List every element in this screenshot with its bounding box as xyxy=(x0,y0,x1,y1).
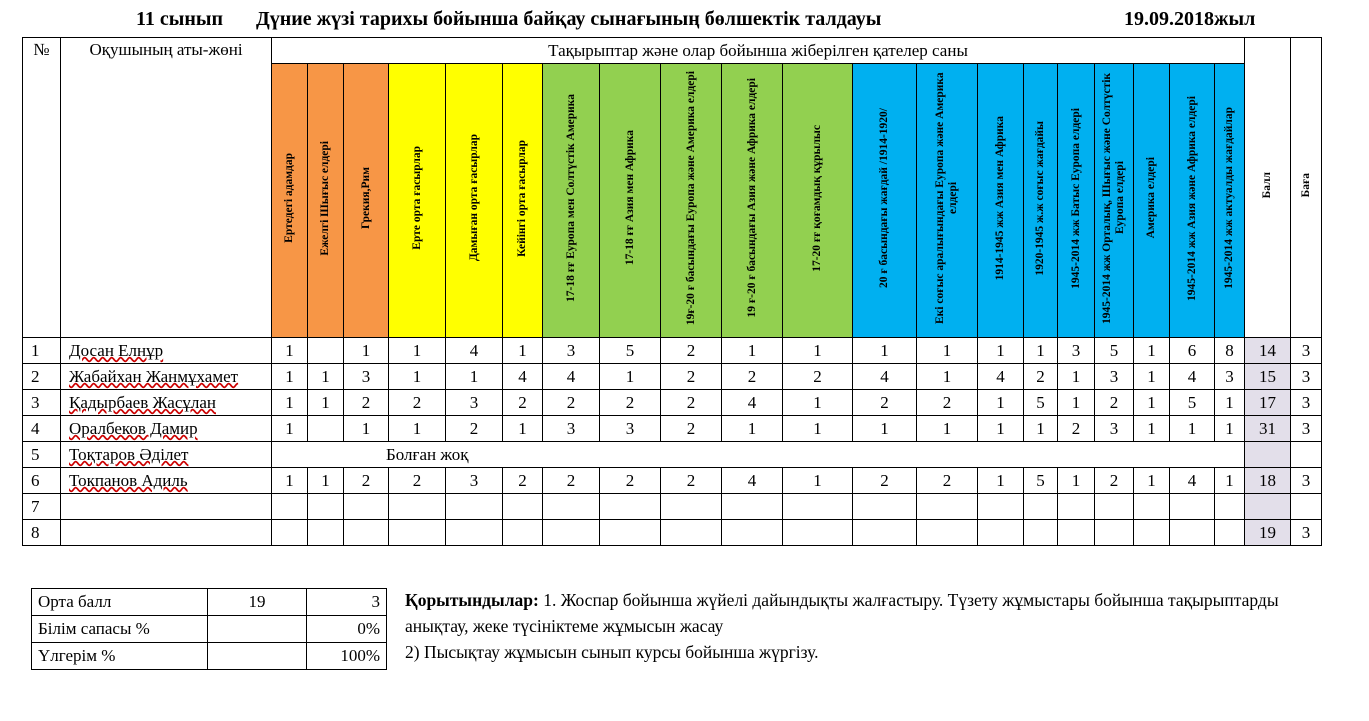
baga-cell: 3 xyxy=(1291,338,1322,364)
error-count: 4 xyxy=(722,390,783,416)
summary-v1 xyxy=(208,643,307,670)
error-count: 2 xyxy=(1024,364,1058,390)
error-count xyxy=(308,494,344,520)
header-ball: Балл xyxy=(1245,38,1291,338)
baga-cell: 3 xyxy=(1291,390,1322,416)
title-name: Дүние жүзі тарихы бойынша байқау сынағының бөлшектік талдауы xyxy=(256,8,882,30)
error-count xyxy=(344,520,389,546)
error-count: 1 xyxy=(1058,390,1095,416)
topic-label: Грекия,Рим xyxy=(359,167,372,229)
error-count: 1 xyxy=(1024,338,1058,364)
error-count xyxy=(1215,520,1245,546)
error-count: 1 xyxy=(917,416,978,442)
topic-label: 17-18 ғғ Еуропа мен Солтүстік Америка xyxy=(564,94,577,302)
error-count: 4 xyxy=(978,364,1024,390)
student-name-text: Жабайхан Жанмұхамет xyxy=(69,366,239,386)
topic-header xyxy=(1058,64,1095,338)
ball-cell: 14 xyxy=(1245,338,1291,364)
topic-label: 17-18 ғғ Азия мен Африка xyxy=(623,130,636,266)
error-count xyxy=(308,520,344,546)
error-count xyxy=(389,494,446,520)
error-count xyxy=(344,494,389,520)
topic-header xyxy=(1024,64,1058,338)
topic-header xyxy=(917,64,978,338)
topic-label: 19ғ-20 ғ басындағы Еуропа және Америка елдері xyxy=(684,70,697,326)
error-count: 3 xyxy=(446,390,503,416)
error-count: 1 xyxy=(1134,364,1170,390)
error-count xyxy=(446,520,503,546)
topic-header xyxy=(446,64,503,338)
error-count: 2 xyxy=(600,390,661,416)
error-count: 1 xyxy=(272,468,308,494)
error-count: 1 xyxy=(389,338,446,364)
baga-cell: 3 xyxy=(1291,520,1322,546)
header-student: Оқушының аты-жөні xyxy=(61,38,272,338)
student-name-text: Досан Елнұр xyxy=(69,340,164,360)
error-count: 1 xyxy=(783,390,853,416)
summary-table xyxy=(31,588,387,670)
row-number: 3 xyxy=(23,390,61,416)
error-count: 1 xyxy=(272,338,308,364)
error-count xyxy=(503,494,543,520)
error-count: 3 xyxy=(344,364,389,390)
error-count: 2 xyxy=(661,416,722,442)
error-count: 6 xyxy=(1170,338,1215,364)
error-count xyxy=(1058,494,1095,520)
student-name xyxy=(61,520,272,546)
ball-cell: 19 xyxy=(1245,520,1291,546)
error-count: 3 xyxy=(543,338,600,364)
conclusions-line1: 1. Жоспар бойынша жүйелі дайындықты жалғастыру. Түзету жұмыстары бойынша тақырыптарды анықтау, жеке түсініктеме жұмысын жасау xyxy=(405,590,1279,636)
conclusions-line2: 2) Пысықтау жұмысын сынып курсы бойынша жүргізу. xyxy=(405,642,819,662)
error-count: 8 xyxy=(1215,338,1245,364)
error-count: 1 xyxy=(1134,416,1170,442)
summary-v2: 3 xyxy=(307,589,387,616)
error-count: 2 xyxy=(661,338,722,364)
error-count xyxy=(600,494,661,520)
error-count: 2 xyxy=(1095,468,1134,494)
error-count: 1 xyxy=(308,364,344,390)
error-count: 2 xyxy=(543,468,600,494)
summary-row xyxy=(32,643,387,670)
topic-header xyxy=(543,64,600,338)
error-count: 3 xyxy=(1058,338,1095,364)
error-count: 1 xyxy=(272,390,308,416)
error-count xyxy=(853,494,917,520)
conclusions xyxy=(405,587,1335,665)
error-count: 5 xyxy=(1095,338,1134,364)
row-number: 8 xyxy=(23,520,61,546)
error-count: 5 xyxy=(1024,468,1058,494)
topic-label: Ерте орта ғасырлар xyxy=(410,146,423,250)
error-count xyxy=(1095,520,1134,546)
topic-label: Ежелгі Шығыс елдері xyxy=(319,140,331,256)
topic-header xyxy=(1134,64,1170,338)
error-count: 2 xyxy=(503,468,543,494)
table-row xyxy=(23,338,1322,364)
error-count xyxy=(446,494,503,520)
error-count: 1 xyxy=(1058,364,1095,390)
student-name xyxy=(61,338,272,364)
error-count xyxy=(272,520,308,546)
error-count: 3 xyxy=(1215,364,1245,390)
topic-header xyxy=(389,64,446,338)
error-count: 3 xyxy=(600,416,661,442)
error-count: 1 xyxy=(272,364,308,390)
absent-note: Болған жоқ xyxy=(272,442,1245,468)
error-count: 1 xyxy=(978,338,1024,364)
student-name xyxy=(61,364,272,390)
error-count: 2 xyxy=(661,364,722,390)
student-name xyxy=(61,416,272,442)
ball-cell: 18 xyxy=(1245,468,1291,494)
error-count: 5 xyxy=(600,338,661,364)
ball-cell: 17 xyxy=(1245,390,1291,416)
row-number: 2 xyxy=(23,364,61,390)
error-count: 1 xyxy=(1134,390,1170,416)
error-count: 2 xyxy=(446,416,503,442)
topic-label: 1945-2014 жж Батыс Еуропа елдері xyxy=(1069,107,1082,289)
error-count: 1 xyxy=(978,390,1024,416)
error-count: 1 xyxy=(446,364,503,390)
error-count xyxy=(661,494,722,520)
topic-header xyxy=(1215,64,1245,338)
error-count: 2 xyxy=(917,390,978,416)
topic-header xyxy=(853,64,917,338)
ball-cell: 31 xyxy=(1245,416,1291,442)
error-count: 2 xyxy=(853,390,917,416)
header-baga: Баға xyxy=(1291,38,1322,338)
student-name xyxy=(61,468,272,494)
topic-label: Америка елдері xyxy=(1145,157,1157,239)
error-count: 1 xyxy=(783,468,853,494)
topic-label: 19 ғ-20 ғ басындағы Азия және Африка елдері xyxy=(745,78,758,318)
error-count xyxy=(543,494,600,520)
topic-header xyxy=(1095,64,1134,338)
row-number: 7 xyxy=(23,494,61,520)
error-count: 1 xyxy=(853,338,917,364)
summary-v1 xyxy=(208,616,307,643)
error-count xyxy=(308,416,344,442)
ball-cell xyxy=(1245,442,1291,468)
row-number: 5 xyxy=(23,442,61,468)
student-name xyxy=(61,390,272,416)
error-count: 2 xyxy=(344,468,389,494)
topic-label: 1914-1945 жж Азия мен Африка xyxy=(994,115,1006,281)
error-count: 1 xyxy=(1170,416,1215,442)
baga-cell xyxy=(1291,494,1322,520)
error-count: 2 xyxy=(783,364,853,390)
summary-row xyxy=(32,589,387,616)
error-count: 1 xyxy=(344,338,389,364)
error-count: 1 xyxy=(978,468,1024,494)
topic-label: 17-20 ғғ қоғамдық құрылыс xyxy=(811,124,823,272)
title-grade: 11 сынып xyxy=(136,8,224,30)
error-count: 1 xyxy=(783,338,853,364)
error-count: 3 xyxy=(1095,416,1134,442)
student-name xyxy=(61,442,272,468)
conclusions-heading: Қорытындылар: xyxy=(405,590,539,610)
page-title xyxy=(0,8,1369,32)
error-count xyxy=(1058,520,1095,546)
error-count: 1 xyxy=(389,416,446,442)
error-count: 1 xyxy=(272,416,308,442)
error-count xyxy=(722,494,783,520)
error-count xyxy=(1095,494,1134,520)
error-count: 1 xyxy=(722,338,783,364)
ball-cell xyxy=(1245,494,1291,520)
error-count: 2 xyxy=(1095,390,1134,416)
error-count: 1 xyxy=(853,416,917,442)
error-count xyxy=(543,520,600,546)
baga-cell: 3 xyxy=(1291,416,1322,442)
table-row xyxy=(23,494,1322,520)
error-count: 1 xyxy=(1058,468,1095,494)
error-count xyxy=(917,494,978,520)
error-count: 1 xyxy=(1215,468,1245,494)
error-count: 1 xyxy=(1215,416,1245,442)
student-name-text: Қадырбаев Жасұлан xyxy=(69,392,216,412)
error-count: 4 xyxy=(543,364,600,390)
error-count xyxy=(1134,520,1170,546)
error-count: 3 xyxy=(543,416,600,442)
error-count: 2 xyxy=(661,468,722,494)
topic-label: Дамыған орта ғасырлар xyxy=(467,134,480,262)
error-count: 2 xyxy=(1058,416,1095,442)
error-count: 1 xyxy=(1024,416,1058,442)
row-number: 1 xyxy=(23,338,61,364)
error-count: 2 xyxy=(543,390,600,416)
table-row xyxy=(23,416,1322,442)
error-count: 1 xyxy=(917,338,978,364)
error-count: 4 xyxy=(722,468,783,494)
error-count: 1 xyxy=(308,468,344,494)
topic-header xyxy=(661,64,722,338)
summary-label: Білім сапасы % xyxy=(32,616,208,643)
topic-header xyxy=(503,64,543,338)
title-date: 19.09.2018жыл xyxy=(1124,8,1256,30)
topic-header xyxy=(600,64,661,338)
ball-cell: 15 xyxy=(1245,364,1291,390)
topic-label: Ертедегі адамдар xyxy=(283,153,295,243)
topic-label: Кейінгі орта ғасырлар xyxy=(516,139,528,257)
row-number: 6 xyxy=(23,468,61,494)
error-count: 2 xyxy=(389,390,446,416)
error-count: 4 xyxy=(853,364,917,390)
summary-label: Орта балл xyxy=(32,589,208,616)
summary-v2: 0% xyxy=(307,616,387,643)
topic-header xyxy=(344,64,389,338)
error-count xyxy=(783,494,853,520)
error-count: 1 xyxy=(308,390,344,416)
error-count: 1 xyxy=(978,416,1024,442)
error-count: 3 xyxy=(1095,364,1134,390)
error-count: 4 xyxy=(1170,468,1215,494)
error-count xyxy=(783,520,853,546)
error-count: 1 xyxy=(600,364,661,390)
error-count: 2 xyxy=(344,390,389,416)
topic-label: 1945-2014 жж Азия және Африка елдері xyxy=(1185,95,1198,301)
student-name-text: Оралбеков Дамир xyxy=(69,418,198,438)
topic-label: 20 ғ басындағы жағдай /1914-1920/ xyxy=(878,108,890,288)
error-count: 1 xyxy=(722,416,783,442)
summary-v1: 19 xyxy=(208,589,307,616)
error-count: 2 xyxy=(661,390,722,416)
error-count: 1 xyxy=(344,416,389,442)
error-count: 5 xyxy=(1170,390,1215,416)
error-count: 1 xyxy=(1134,468,1170,494)
error-count xyxy=(661,520,722,546)
error-count: 2 xyxy=(853,468,917,494)
error-count: 2 xyxy=(917,468,978,494)
summary-row xyxy=(32,616,387,643)
summary-v2: 100% xyxy=(307,643,387,670)
error-count: 2 xyxy=(722,364,783,390)
error-count xyxy=(389,520,446,546)
analysis-table xyxy=(22,37,1322,546)
error-count xyxy=(1024,494,1058,520)
student-name-text: Тоқтаров Әділет xyxy=(69,444,189,464)
topic-label: 1945-2014 жж Орталық, Шығыс және Солтүстік Еуропа елдері xyxy=(1101,72,1126,324)
error-count: 5 xyxy=(1024,390,1058,416)
header-topics-title: Тақырыптар және олар бойынша жіберілген қателер саны xyxy=(272,38,1245,64)
error-count: 3 xyxy=(446,468,503,494)
student-name-text: Токпанов Адиль xyxy=(69,470,188,490)
error-count: 1 xyxy=(1215,390,1245,416)
error-count: 1 xyxy=(503,338,543,364)
table-row xyxy=(23,364,1322,390)
topic-label: Екі соғыс аралығындағы Еуропа және Америка елдері xyxy=(934,72,959,324)
student-name xyxy=(61,494,272,520)
topic-header xyxy=(1170,64,1215,338)
topic-header xyxy=(978,64,1024,338)
baga-cell: 3 xyxy=(1291,468,1322,494)
error-count: 4 xyxy=(1170,364,1215,390)
topic-header xyxy=(272,64,308,338)
error-count xyxy=(1170,494,1215,520)
topic-header xyxy=(308,64,344,338)
error-count: 2 xyxy=(389,468,446,494)
error-count xyxy=(1024,520,1058,546)
error-count: 4 xyxy=(503,364,543,390)
error-count: 2 xyxy=(600,468,661,494)
table-row xyxy=(23,442,1322,468)
table-row xyxy=(23,390,1322,416)
error-count: 1 xyxy=(389,364,446,390)
header-no: № xyxy=(23,38,61,338)
error-count: 4 xyxy=(446,338,503,364)
error-count xyxy=(917,520,978,546)
table-row xyxy=(23,468,1322,494)
baga-cell: 3 xyxy=(1291,364,1322,390)
error-count xyxy=(853,520,917,546)
error-count xyxy=(503,520,543,546)
error-count xyxy=(1170,520,1215,546)
baga-cell xyxy=(1291,442,1322,468)
error-count: 2 xyxy=(503,390,543,416)
row-number: 4 xyxy=(23,416,61,442)
error-count xyxy=(1134,494,1170,520)
error-count: 1 xyxy=(503,416,543,442)
error-count: 1 xyxy=(783,416,853,442)
summary-label: Үлгерім % xyxy=(32,643,208,670)
error-count xyxy=(978,494,1024,520)
topic-header xyxy=(783,64,853,338)
error-count xyxy=(978,520,1024,546)
error-count: 1 xyxy=(917,364,978,390)
topic-label: 1920-1945 ж.ж соғыс жағдайы xyxy=(1034,120,1046,276)
topic-label: 1945-2014 жж актуалды жағдайлар xyxy=(1223,107,1235,289)
error-count xyxy=(272,494,308,520)
table-row xyxy=(23,520,1322,546)
error-count xyxy=(722,520,783,546)
error-count xyxy=(600,520,661,546)
error-count xyxy=(1215,494,1245,520)
error-count: 1 xyxy=(1134,338,1170,364)
error-count xyxy=(308,338,344,364)
topic-header xyxy=(722,64,783,338)
